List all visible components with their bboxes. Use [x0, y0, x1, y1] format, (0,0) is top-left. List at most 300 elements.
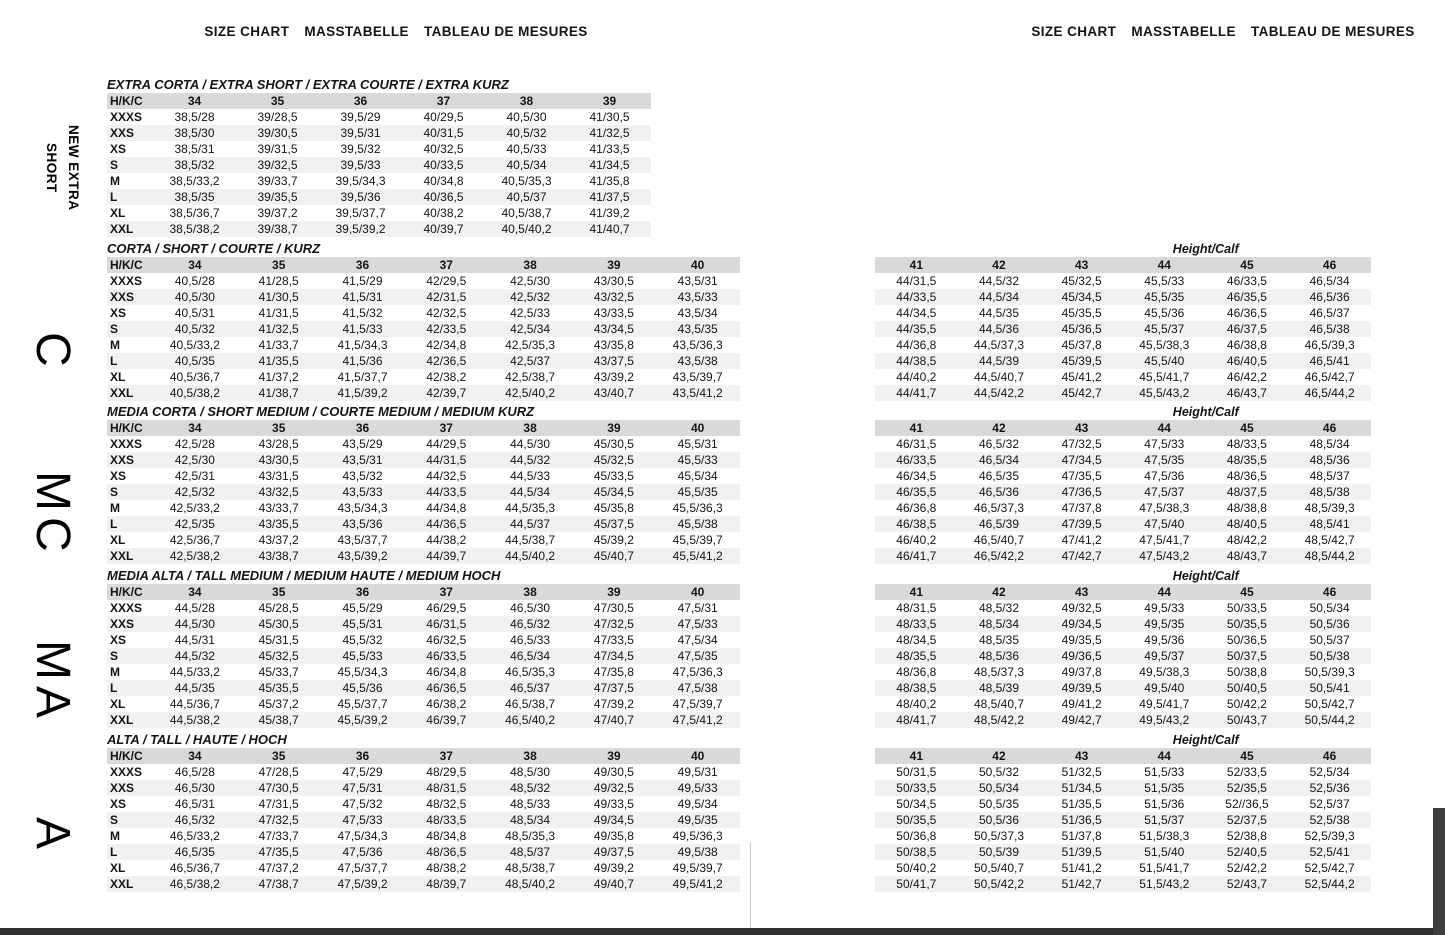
measurement-cell: 50,5/42,7: [1304, 697, 1355, 711]
measurement-cell: 48,5/40,7: [973, 697, 1024, 711]
measurement-cell: 46,5/37,3: [973, 501, 1024, 515]
measurement-cell: 38,5/32: [174, 158, 215, 172]
table-row: [107, 680, 740, 696]
measurement-cell: 40,5/33,2: [169, 338, 220, 352]
table-header-row: [107, 257, 740, 273]
measurement-cell: 46/38,2: [426, 697, 467, 711]
measurement-cell: 43/30,5: [593, 274, 634, 288]
measurement-cell: 48,5/42,7: [1304, 533, 1355, 547]
table-row: [107, 141, 651, 157]
measurement-cell: 47/37,5: [593, 681, 634, 695]
measurement-cell: 48/36,5: [426, 845, 467, 859]
measurement-cell: 46/29,5: [426, 601, 467, 615]
measurement-cell: 43/34,5: [593, 322, 634, 336]
measurement-cell: 50,5/32: [978, 765, 1019, 779]
table-row: [875, 321, 1371, 337]
measurement-cell: 45/39,5: [1061, 354, 1102, 368]
measurement-cell: 45/35,5: [1061, 306, 1102, 320]
measurement-cell: 41/31,5: [258, 306, 299, 320]
measurement-cell: 48/33,5: [896, 617, 937, 631]
measurement-cell: 44/40,2: [896, 370, 937, 384]
measurement-cell: 40,5/38,2: [169, 386, 220, 400]
measurement-cell: 45/33,7: [258, 665, 299, 679]
measurement-cell: 46,5/40,2: [505, 713, 556, 727]
section-title: MEDIA CORTA / SHORT MEDIUM / COURTE MEDIUM / MEDIUM KURZ: [107, 404, 535, 419]
side-label-line: NEW EXTRA: [66, 125, 81, 211]
measurement-cell: 49,5/40: [1144, 681, 1185, 695]
table-header-row: [107, 420, 740, 436]
measurement-cell: 47,5/43,2: [1139, 549, 1190, 563]
measurement-cell: 47/38,7: [258, 877, 299, 891]
section-side-label: [22, 462, 80, 566]
measurement-cell: 43,5/35: [677, 322, 718, 336]
measurement-cell: 41,5/37,7: [337, 370, 388, 384]
measurement-cell: 45,5/31: [342, 617, 383, 631]
measurement-cell: 50/36,5: [1226, 633, 1267, 647]
size-row-label: XXS: [110, 290, 135, 304]
table-row: [107, 764, 740, 780]
measurement-cell: 45/40,7: [593, 549, 634, 563]
column-header: 34: [188, 421, 202, 435]
measurement-cell: 49/35,8: [593, 829, 634, 843]
column-header: 46: [1322, 585, 1337, 599]
measurement-cell: 52,5/34: [1309, 765, 1350, 779]
measurement-cell: 42,5/32: [510, 290, 551, 304]
measurement-cell: 52,5/41: [1309, 845, 1350, 859]
size-row-label: M: [110, 665, 120, 679]
size-row-label: S: [110, 649, 119, 663]
measurement-cell: 46/33,5: [426, 649, 467, 663]
table-row: [875, 812, 1371, 828]
measurement-cell: 50/34,5: [896, 797, 937, 811]
measurement-cell: 42,5/37: [510, 354, 551, 368]
measurement-cell: 43/32,5: [258, 485, 299, 499]
table-row: [107, 157, 651, 173]
measurement-cell: 49/30,5: [593, 765, 634, 779]
measurement-cell: 43,5/33: [677, 290, 718, 304]
size-row-label: XS: [110, 797, 127, 811]
measurement-cell: 49,5/33: [1144, 601, 1185, 615]
size-row-label: XXS: [110, 781, 135, 795]
height-calf-label: Height/Calf: [1172, 242, 1239, 256]
measurement-cell: 51,5/35: [1144, 781, 1185, 795]
measurement-cell: 44,5/34: [978, 290, 1019, 304]
measurement-cell: 51,5/40: [1144, 845, 1185, 859]
measurement-cell: 43,5/38: [677, 354, 718, 368]
size-table-left: [107, 93, 651, 237]
measurement-cell: 50/43,7: [1226, 713, 1267, 727]
table-row: [875, 860, 1371, 876]
size-row-label: S: [110, 322, 119, 336]
measurement-cell: 47/33,7: [258, 829, 299, 843]
section-title: MEDIA ALTA / TALL MEDIUM / MEDIUM HAUTE / MEDIUM HOCH: [107, 568, 501, 583]
table-row: [107, 812, 740, 828]
measurement-cell: 40,5/34: [506, 158, 547, 172]
measurement-cell: 48/29,5: [426, 765, 467, 779]
measurement-cell: 50,5/41: [1309, 681, 1350, 695]
table-row: [875, 468, 1371, 484]
measurement-cell: 47/35,5: [258, 845, 299, 859]
measurement-cell: 44/31,5: [426, 453, 467, 467]
measurement-cell: 52,5/37: [1309, 797, 1350, 811]
measurement-cell: 44,5/38,7: [505, 533, 556, 547]
measurement-cell: 39,5/34,3: [335, 174, 386, 188]
table-row: [875, 680, 1371, 696]
measurement-cell: 42,5/33: [510, 306, 551, 320]
measurement-cell: 39/32,5: [257, 158, 298, 172]
column-header: 40: [691, 749, 705, 763]
measurement-cell: 41/33,5: [589, 142, 630, 156]
measurement-cell: 49/35,5: [1061, 633, 1102, 647]
measurement-cell: 41,5/34,3: [337, 338, 388, 352]
measurement-cell: 46/35,5: [896, 485, 937, 499]
measurement-cell: 48/34,5: [896, 633, 937, 647]
header-item: TABLEAU DE MESURES: [1250, 24, 1415, 39]
measurement-cell: 44,5/32: [510, 453, 551, 467]
measurement-cell: 49,5/43,2: [1139, 713, 1190, 727]
size-table-left: [107, 748, 740, 892]
measurement-cell: 42,5/38,2: [169, 549, 220, 563]
measurement-cell: 43,5/32: [342, 469, 383, 483]
measurement-cell: 50,5/35: [978, 797, 1019, 811]
measurement-cell: 44,5/42,2: [973, 386, 1024, 400]
measurement-cell: 46,5/38,2: [169, 877, 220, 891]
measurement-cell: 48/40,5: [1226, 517, 1267, 531]
measurement-cell: 39/37,2: [257, 206, 298, 220]
measurement-cell: 48,5/36: [978, 649, 1019, 663]
measurement-cell: 43/37,2: [258, 533, 299, 547]
measurement-cell: 45,5/34,3: [337, 665, 388, 679]
measurement-cell: 42/29,5: [426, 274, 467, 288]
page-header-right: [983, 24, 1445, 39]
measurement-cell: 39,5/36: [340, 190, 381, 204]
size-table-right: [875, 420, 1371, 564]
measurement-cell: 42,5/28: [174, 437, 215, 451]
table-header-row: [107, 93, 651, 109]
column-header: 38: [523, 258, 537, 272]
measurement-cell: 39/33,7: [257, 174, 298, 188]
measurement-cell: 49,5/41,2: [672, 877, 723, 891]
measurement-cell: 43/37,5: [593, 354, 634, 368]
column-header: 39: [607, 258, 621, 272]
measurement-cell: 41/39,2: [589, 206, 630, 220]
measurement-cell: 51/35,5: [1061, 797, 1102, 811]
measurement-cell: 43/33,5: [593, 306, 634, 320]
measurement-cell: 46,5/34: [1309, 274, 1350, 288]
table-row: [107, 125, 651, 141]
corner-header: H/K/C: [110, 258, 143, 272]
column-header: 42: [992, 258, 1006, 272]
measurement-cell: 49/37,5: [593, 845, 634, 859]
measurement-cell: 44/34,5: [896, 306, 937, 320]
measurement-cell: 45,5/32: [342, 633, 383, 647]
measurement-cell: 50,5/37: [1309, 633, 1350, 647]
measurement-cell: 44,5/30: [174, 617, 215, 631]
measurement-cell: 46,5/40,7: [973, 533, 1024, 547]
size-row-label: XS: [110, 633, 127, 647]
measurement-cell: 47,5/37: [1144, 485, 1185, 499]
size-row-label: L: [110, 354, 118, 368]
measurement-cell: 48/35,5: [896, 649, 937, 663]
measurement-cell: 40/33,5: [423, 158, 464, 172]
table-row: [875, 664, 1371, 680]
measurement-cell: 52/33,5: [1226, 765, 1267, 779]
table-header-row: [875, 257, 1371, 273]
measurement-cell: 38,5/33,2: [169, 174, 220, 188]
size-row-label: XXXS: [110, 110, 143, 124]
height-calf-label: Height/Calf: [1172, 733, 1239, 747]
measurement-cell: 38,5/38,2: [169, 222, 220, 236]
measurement-cell: 45,5/33: [342, 649, 383, 663]
measurement-cell: 50,5/38: [1309, 649, 1350, 663]
column-header: 35: [270, 94, 285, 108]
measurement-cell: 48/36,5: [1226, 469, 1267, 483]
measurement-cell: 39/30,5: [257, 126, 298, 140]
size-row-label: XXS: [110, 617, 135, 631]
measurement-cell: 50,5/34: [978, 781, 1019, 795]
measurement-cell: 46,5/37: [510, 681, 551, 695]
measurement-cell: 50/40,2: [896, 861, 937, 875]
measurement-cell: 45/30,5: [258, 617, 299, 631]
measurement-cell: 41/30,5: [589, 110, 630, 124]
measurement-cell: 44,5/39: [978, 354, 1019, 368]
measurement-cell: 44/29,5: [426, 437, 467, 451]
measurement-cell: 50,5/34: [1309, 601, 1350, 615]
measurement-cell: 43/35,5: [258, 517, 299, 531]
measurement-cell: 52,5/36: [1309, 781, 1350, 795]
size-row-label: M: [110, 338, 120, 352]
measurement-cell: 50,5/40,7: [973, 861, 1024, 875]
measurement-cell: 39,5/31: [340, 126, 381, 140]
measurement-cell: 48/35,5: [1226, 453, 1267, 467]
measurement-cell: 44,5/37: [510, 517, 551, 531]
measurement-cell: 46/34,8: [426, 665, 467, 679]
column-header: 42: [992, 749, 1006, 763]
table-header-row: [875, 748, 1371, 764]
measurement-cell: 45,5/40: [1144, 354, 1185, 368]
measurement-cell: 46/38,5: [896, 517, 937, 531]
measurement-cell: 38,5/35: [174, 190, 215, 204]
size-row-label: S: [110, 485, 119, 499]
measurement-cell: 43/28,5: [258, 437, 299, 451]
measurement-cell: 41/33,7: [258, 338, 299, 352]
column-header: 41: [909, 258, 923, 272]
measurement-cell: 44/32,5: [426, 469, 467, 483]
measurement-cell: 44/35,5: [896, 322, 937, 336]
table-row: [875, 337, 1371, 353]
column-header: 36: [355, 258, 370, 272]
measurement-cell: 46,5/38,7: [505, 697, 556, 711]
measurement-cell: 42/39,7: [426, 386, 467, 400]
measurement-cell: 50,5/36: [978, 813, 1019, 827]
measurement-cell: 48,5/38: [1309, 485, 1350, 499]
table-row: [875, 452, 1371, 468]
measurement-cell: 45,5/43,2: [1139, 386, 1190, 400]
measurement-cell: 46,5/39: [978, 517, 1019, 531]
table-row: [107, 500, 740, 516]
measurement-cell: 45/30,5: [593, 437, 634, 451]
table-row: [875, 616, 1371, 632]
table-row: [107, 696, 740, 712]
size-row-label: L: [110, 190, 118, 204]
measurement-cell: 40/34,8: [423, 174, 464, 188]
measurement-cell: 46,5/33,2: [169, 829, 220, 843]
section-side-label: [22, 634, 80, 730]
measurement-cell: 46,5/37: [1309, 306, 1350, 320]
measurement-cell: 44/41,7: [896, 386, 937, 400]
size-row-label: M: [110, 501, 120, 515]
measurement-cell: 45,5/39,7: [672, 533, 723, 547]
measurement-cell: 42,5/35,3: [505, 338, 556, 352]
section-title: CORTA / SHORT / COURTE / KURZ: [107, 241, 321, 256]
measurement-cell: 47,5/32: [342, 797, 383, 811]
section-side-label: [22, 806, 80, 866]
measurement-cell: 47,5/34: [677, 633, 718, 647]
measurement-cell: 49/41,2: [1061, 697, 1102, 711]
table-row: [107, 189, 651, 205]
table-row: [107, 369, 740, 385]
measurement-cell: 45/28,5: [258, 601, 299, 615]
table-row: [875, 436, 1371, 452]
measurement-cell: 40,5/40,2: [501, 222, 552, 236]
column-header: 40: [691, 585, 705, 599]
measurement-cell: 43/40,7: [593, 386, 634, 400]
column-header: 45: [1240, 258, 1254, 272]
measurement-cell: 46,5/35,3: [505, 665, 556, 679]
measurement-cell: 41,5/32: [342, 306, 383, 320]
measurement-cell: 39,5/29: [340, 110, 381, 124]
table-row: [875, 828, 1371, 844]
measurement-cell: 40/38,2: [423, 206, 464, 220]
measurement-cell: 47/35,5: [1061, 469, 1102, 483]
size-row-label: XXL: [110, 386, 134, 400]
measurement-cell: 38,5/30: [174, 126, 215, 140]
measurement-cell: 49,5/31: [677, 765, 718, 779]
measurement-cell: 43/31,5: [258, 469, 299, 483]
corner-header: H/K/C: [110, 749, 143, 763]
measurement-cell: 47,5/38: [677, 681, 718, 695]
size-row-label: XL: [110, 370, 126, 384]
measurement-cell: 45/37,5: [593, 517, 634, 531]
measurement-cell: 46/43,7: [1226, 386, 1267, 400]
measurement-cell: 47,5/37,7: [337, 861, 388, 875]
table-header-row: [107, 584, 740, 600]
table-header-row: [107, 748, 740, 764]
column-header: 34: [188, 749, 202, 763]
table-row: [107, 796, 740, 812]
measurement-cell: 41/32,5: [258, 322, 299, 336]
measurement-cell: 49,5/35: [677, 813, 718, 827]
measurement-cell: 51,5/41,7: [1139, 861, 1190, 875]
measurement-cell: 44/38,2: [426, 533, 467, 547]
measurement-cell: 46/38,8: [1226, 338, 1267, 352]
size-row-label: XXL: [110, 222, 134, 236]
measurement-cell: 46/36,8: [896, 501, 937, 515]
table-row: [875, 600, 1371, 616]
measurement-cell: 44,5/35: [978, 306, 1019, 320]
measurement-cell: 45,5/37: [1144, 322, 1185, 336]
page-header-left: [156, 24, 636, 39]
measurement-cell: 50/41,7: [896, 877, 937, 891]
measurement-cell: 40,5/30: [174, 290, 215, 304]
measurement-cell: 39,5/32: [340, 142, 381, 156]
section-title: ALTA / TALL / HAUTE / HOCH: [107, 732, 287, 747]
column-header: 37: [439, 749, 453, 763]
size-row-label: XL: [110, 206, 126, 220]
measurement-cell: 48,5/39: [978, 681, 1019, 695]
measurement-cell: 47/37,2: [258, 861, 299, 875]
measurement-cell: 44,5/33,2: [169, 665, 220, 679]
measurement-cell: 46,5/28: [174, 765, 215, 779]
column-header: 44: [1157, 749, 1171, 763]
measurement-cell: 42/33,5: [426, 322, 467, 336]
measurement-cell: 49,5/36: [1144, 633, 1185, 647]
size-row-label: L: [110, 681, 118, 695]
measurement-cell: 50,5/42,2: [973, 877, 1024, 891]
measurement-cell: 46,5/42,2: [973, 549, 1024, 563]
measurement-cell: 46,5/35: [174, 845, 215, 859]
measurement-cell: 47,5/31: [677, 601, 718, 615]
measurement-cell: 48,5/34: [510, 813, 551, 827]
measurement-cell: 48/33,5: [1226, 437, 1267, 451]
measurement-cell: 50/38,8: [1226, 665, 1267, 679]
table-row: [107, 305, 740, 321]
measurement-cell: 41,5/33: [342, 322, 383, 336]
height-calf-label: Height/Calf: [1172, 569, 1239, 583]
measurement-cell: 47,5/31: [342, 781, 383, 795]
measurement-cell: 49/36,5: [1061, 649, 1102, 663]
measurement-cell: 45,5/36,3: [672, 501, 723, 515]
table-row: [107, 205, 651, 221]
measurement-cell: 47/32,5: [593, 617, 634, 631]
measurement-cell: 44,5/30: [510, 437, 551, 451]
measurement-cell: 49/42,7: [1061, 713, 1102, 727]
scrollbar-right[interactable]: [1433, 808, 1445, 935]
column-header: 41: [909, 585, 923, 599]
table-row: [107, 273, 740, 289]
measurement-cell: 43,5/36: [342, 517, 383, 531]
measurement-cell: 45/36,5: [1061, 322, 1102, 336]
measurement-cell: 43,5/39,7: [672, 370, 723, 384]
measurement-cell: 48,5/37: [510, 845, 551, 859]
measurement-cell: 48,5/35: [978, 633, 1019, 647]
measurement-cell: 51/34,5: [1061, 781, 1102, 795]
measurement-cell: 43/33,7: [258, 501, 299, 515]
measurement-cell: 43,5/34,3: [337, 501, 388, 515]
measurement-cell: 48,5/36: [1309, 453, 1350, 467]
table-header-row: [875, 420, 1371, 436]
measurement-cell: 47/36,5: [1061, 485, 1102, 499]
measurement-cell: 42,5/38,7: [505, 370, 556, 384]
table-row: [107, 532, 740, 548]
measurement-cell: 47/35,8: [593, 665, 634, 679]
measurement-cell: 49,5/35: [1144, 617, 1185, 631]
column-header: 43: [1074, 258, 1089, 272]
size-table-left: [107, 584, 740, 728]
measurement-cell: 48/39,7: [426, 877, 467, 891]
measurement-cell: 40/36,5: [423, 190, 464, 204]
measurement-cell: 45,5/35: [677, 485, 718, 499]
table-row: [107, 221, 651, 237]
page-divider-line: [750, 842, 751, 928]
measurement-cell: 52/38,8: [1226, 829, 1267, 843]
column-header: 44: [1157, 585, 1171, 599]
measurement-cell: 48,5/34: [978, 617, 1019, 631]
measurement-cell: 41/34,5: [589, 158, 630, 172]
measurement-cell: 45,5/35: [1144, 290, 1185, 304]
measurement-cell: 51,5/43,2: [1139, 877, 1190, 891]
measurement-cell: 47,5/35: [677, 649, 718, 663]
